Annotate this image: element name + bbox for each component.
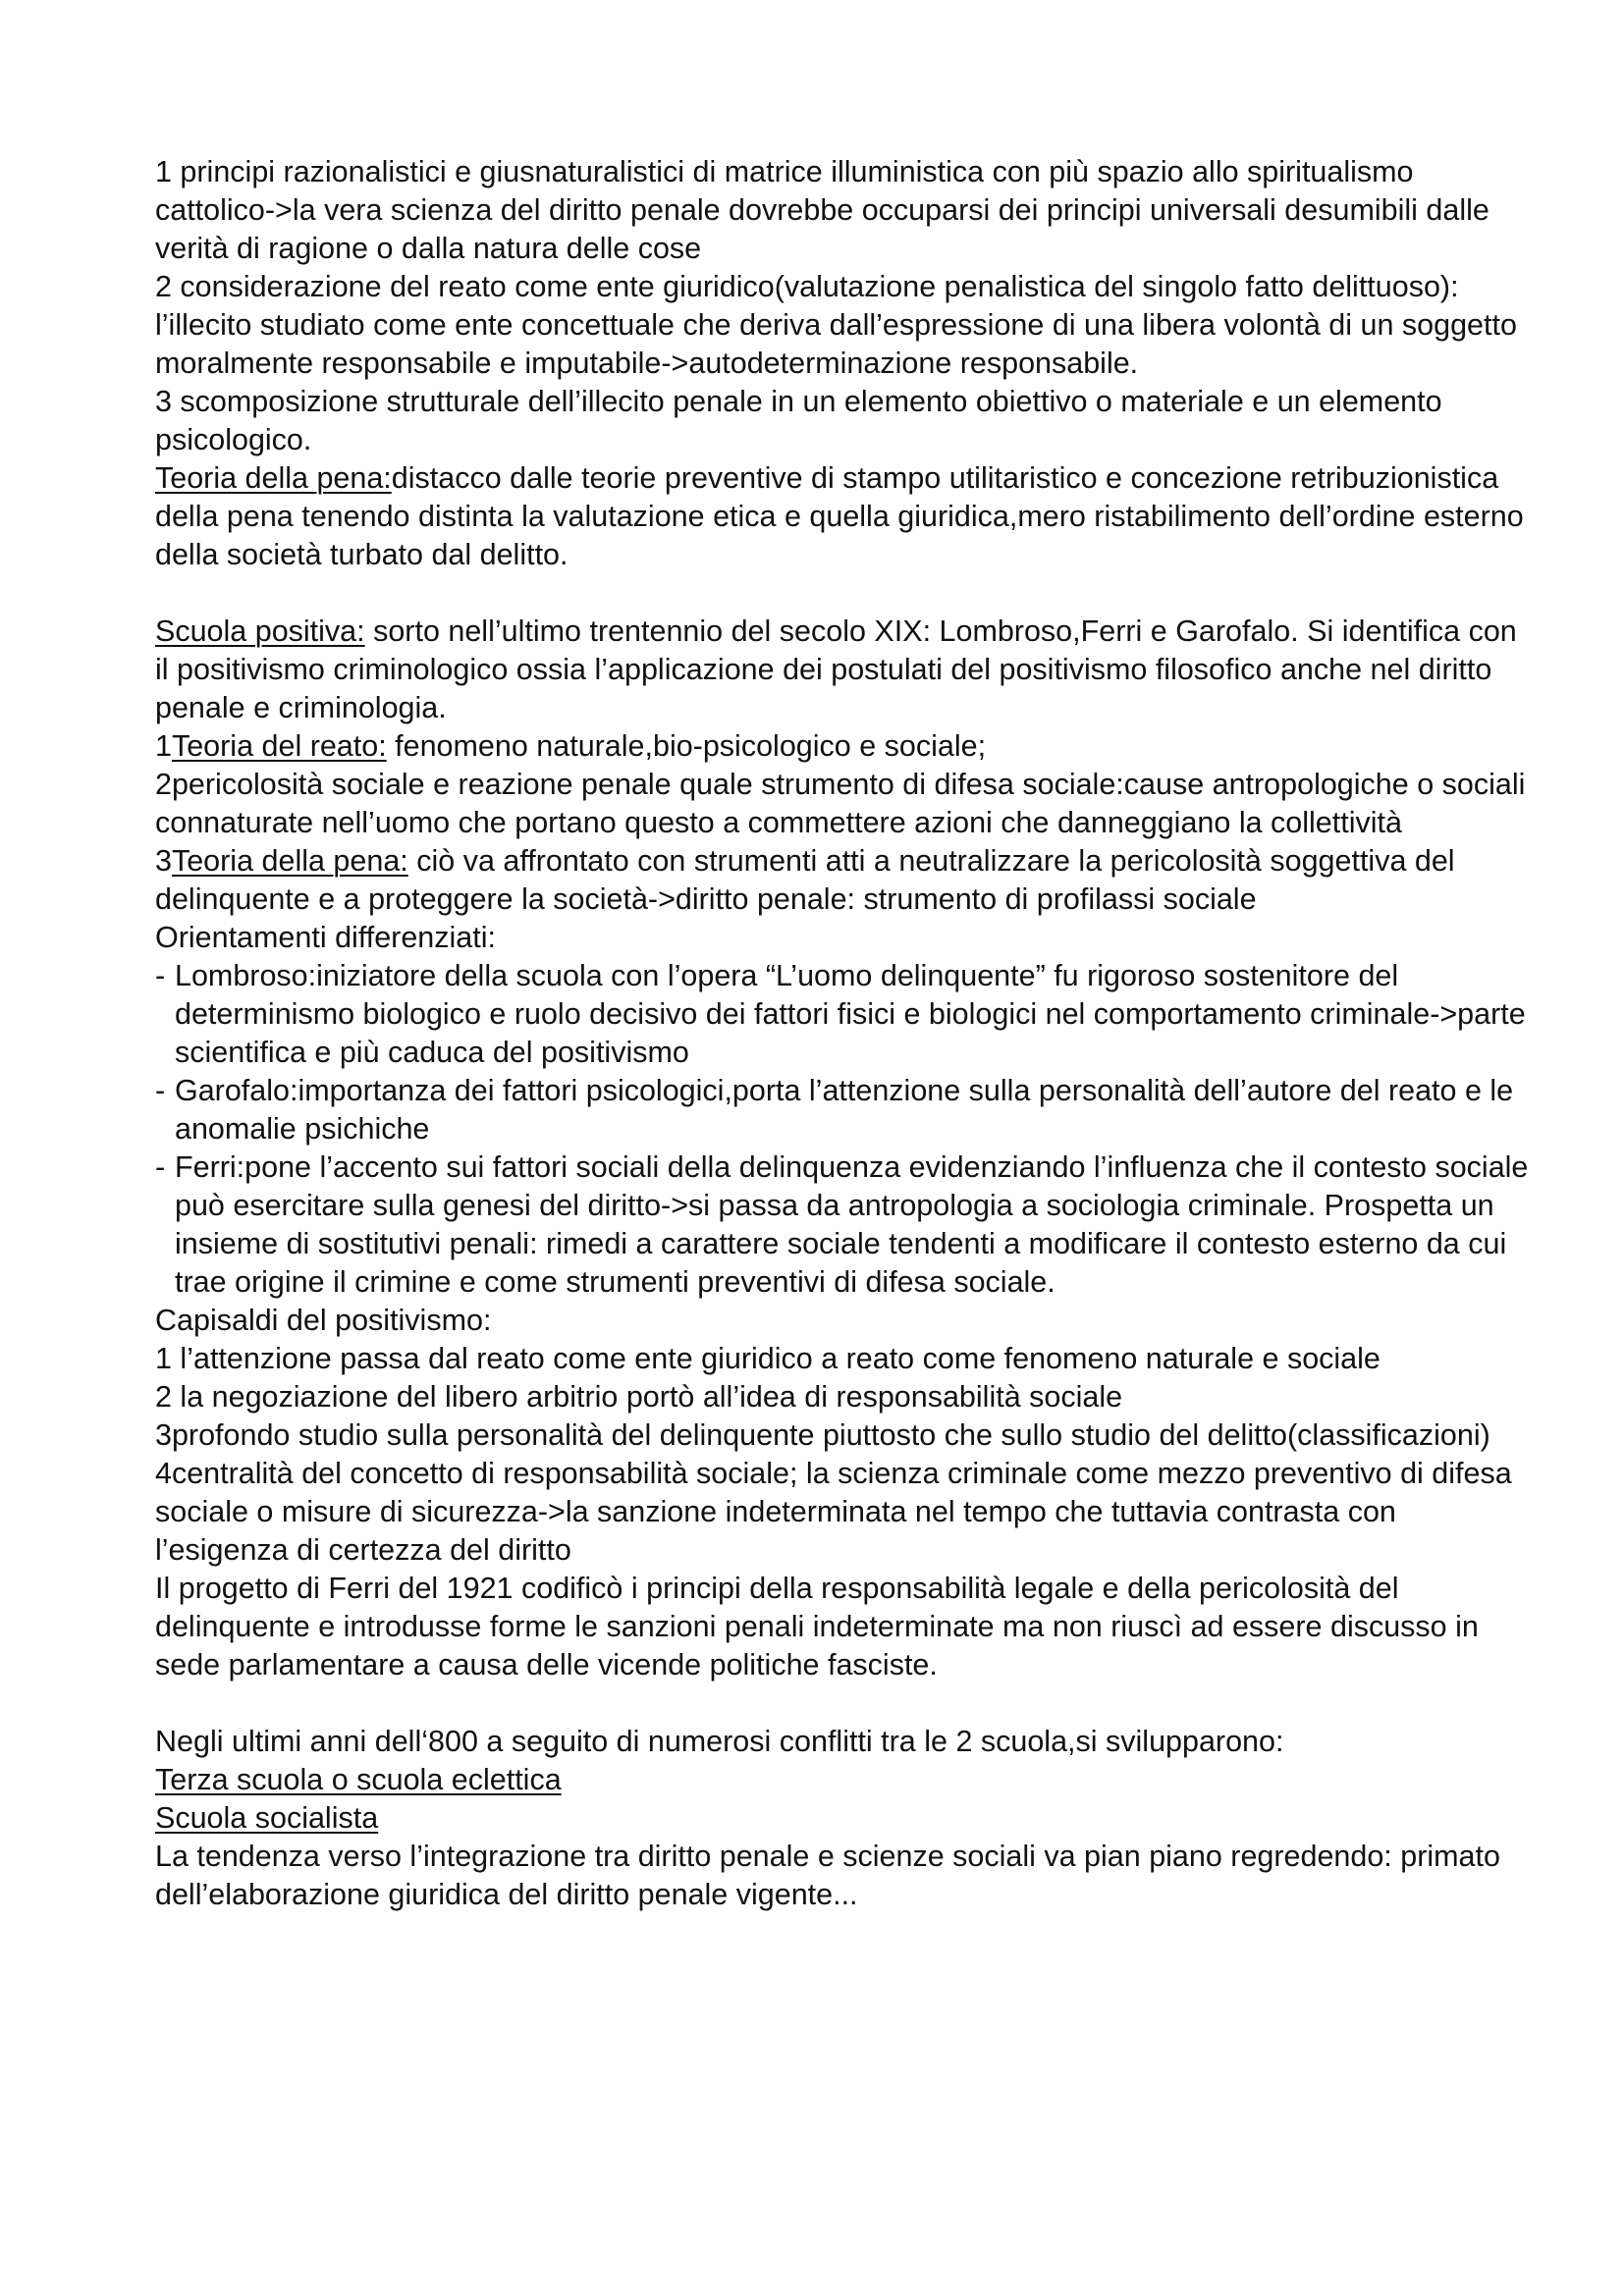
terza-scuola-heading: Terza scuola o scuola eclettica [155,1763,562,1796]
capisaldi-heading: Capisaldi del positivismo: [155,1304,492,1337]
ferri-project-paragraph: Il progetto di Ferri del 1921 codificò i principi della responsabilità legale e della pericolosità del delinquente e introdusse forme le sanzioni penali indeterminate ma non riuscì ad essere discusso in sede parlamentare a causa delle vicende politiche fasciste. [155,1572,1479,1682]
caposaldo-3: 3profondo studio sulla personalità del delinquente piuttosto che sullo studio del delitto(classificazioni) [155,1418,1490,1452]
list-item-text: Lombroso:iniziatore della scuola con l’opera “L’uomo delinquente” fu rigoroso sostenitore del determinismo biologico e ruolo decisivo dei fattori fisici e biologici nel comportamento criminale->parte scientifica e più caduca del positivismo [175,959,1526,1069]
list-item-lombroso [155,957,1530,1072]
scuola-socialista-heading: Scuola socialista [155,1801,379,1835]
list-item-text: Ferri:pone l’accento sui fattori sociali della delinquenza evidenziando l’influenza che il contesto sociale può esercitare sulla genesi del diritto->si passa da antropologia a sociologia criminale. Prospetta un insieme di sostitutivi penali: rimedi a carattere sociale tendenti a modificare il contesto esterno da cui trae origine il crimine e come strumenti preventivi di difesa sociale. [175,1150,1529,1299]
bullet-dash: - [155,959,166,992]
item-3-heading: Teoria della pena: [171,844,408,878]
bullet-dash: - [155,1150,166,1184]
item-1-number: 1 [155,729,172,763]
caposaldo-4: 4centralità del concetto di responsabilità sociale; la scienza criminale come mezzo preventivo di difesa sociale o misure di sicurezza->la sanzione indeterminata nel tempo che tuttavia contrasta con l’esigenza di certezza del diritto [155,1457,1512,1567]
orientamenti-heading: Orientamenti differenziati: [155,921,496,954]
principle-1: 1 principi razionalistici e giusnaturalistici di matrice illuministica con più spazio allo spiritualismo cattolico->la vera scienza del diritto penale dovrebbe occuparsi dei principi universali desumibili dalle verità di ragione o dalla natura delle cose [155,155,1489,265]
pena-paragraph [155,459,1530,574]
item-1-heading: Teoria del reato: [171,729,387,763]
orientamenti-list [155,957,1530,1302]
spacer [155,1684,1530,1723]
scuola-positiva-paragraph [155,613,1530,727]
item-3 [155,842,1530,919]
caposaldo-1: 1 l’attenzione passa dal reato come ente giuridico a reato come fenomeno naturale e sociale [155,1342,1380,1375]
principle-3: 3 scomposizione strutturale dell’illecito penale in un elemento obiettivo o materiale e un elemento psicologico. [155,385,1442,456]
item-3-text: ciò va affrontato con strumenti atti a neutralizzare la pericolosità soggettiva del delinquente e a proteggere la società->diritto penale: strumento di profilassi sociale [155,844,1455,916]
spacer [155,574,1530,613]
item-2: 2pericolosità sociale e reazione penale quale strumento di difesa sociale:cause antropologiche o sociali connaturate nell’uomo che portano questo a commettere azioni che danneggiano la collettività [155,768,1526,839]
conflicts-intro: Negli ultimi anni dell‘800 a seguito di numerosi conflitti tra le 2 scuola,si svilupparono: [155,1725,1284,1758]
item-3-number: 3 [155,844,172,878]
closing-paragraph: La tendenza verso l’integrazione tra diritto penale e scienze sociali va pian piano regredendo: primato dell’elaborazione giuridica del diritto penale vigente... [155,1840,1500,1911]
principle-2: 2 considerazione del reato come ente giuridico(valutazione penalistica del singolo fatto delittuoso): l’illecito studiato come ente concettuale che deriva dall’espressione di una libera volontà di un soggetto moralmente responsabile e imputabile->autodeterminazione responsabile. [155,270,1517,380]
document-body [155,153,1530,1914]
pena-text: distacco dalle teorie preventive di stampo utilitaristico e concezione retribuzionistica della pena tenendo distinta la valutazione etica e quella giuridica,mero ristabilimento dell’ordine esterno della società turbato dal delitto. [155,461,1524,571]
list-item-garofalo [155,1072,1530,1148]
scuola-positiva-intro: sorto nell’ultimo trentennio del secolo XIX: Lombroso,Ferri e Garofalo. Si identifica con il positivismo criminologico ossia l’applicazione dei postulati del positivismo filosofico anche nel diritto penale e criminologia. [155,614,1517,724]
item-1-text: fenomeno naturale,bio-psicologico e sociale; [386,729,987,763]
bullet-dash: - [155,1074,166,1107]
list-item-text: Garofalo:importanza dei fattori psicologici,porta l’attenzione sulla personalità dell’autore del reato e le anomalie psichiche [175,1074,1514,1146]
caposaldo-2: 2 la negoziazione del libero arbitrio portò all’idea di responsabilità sociale [155,1380,1123,1414]
scuola-positiva-heading: Scuola positiva: [155,614,365,648]
pena-heading: Teoria della pena: [155,461,392,495]
item-1 [155,727,1530,766]
list-item-ferri [155,1148,1530,1302]
